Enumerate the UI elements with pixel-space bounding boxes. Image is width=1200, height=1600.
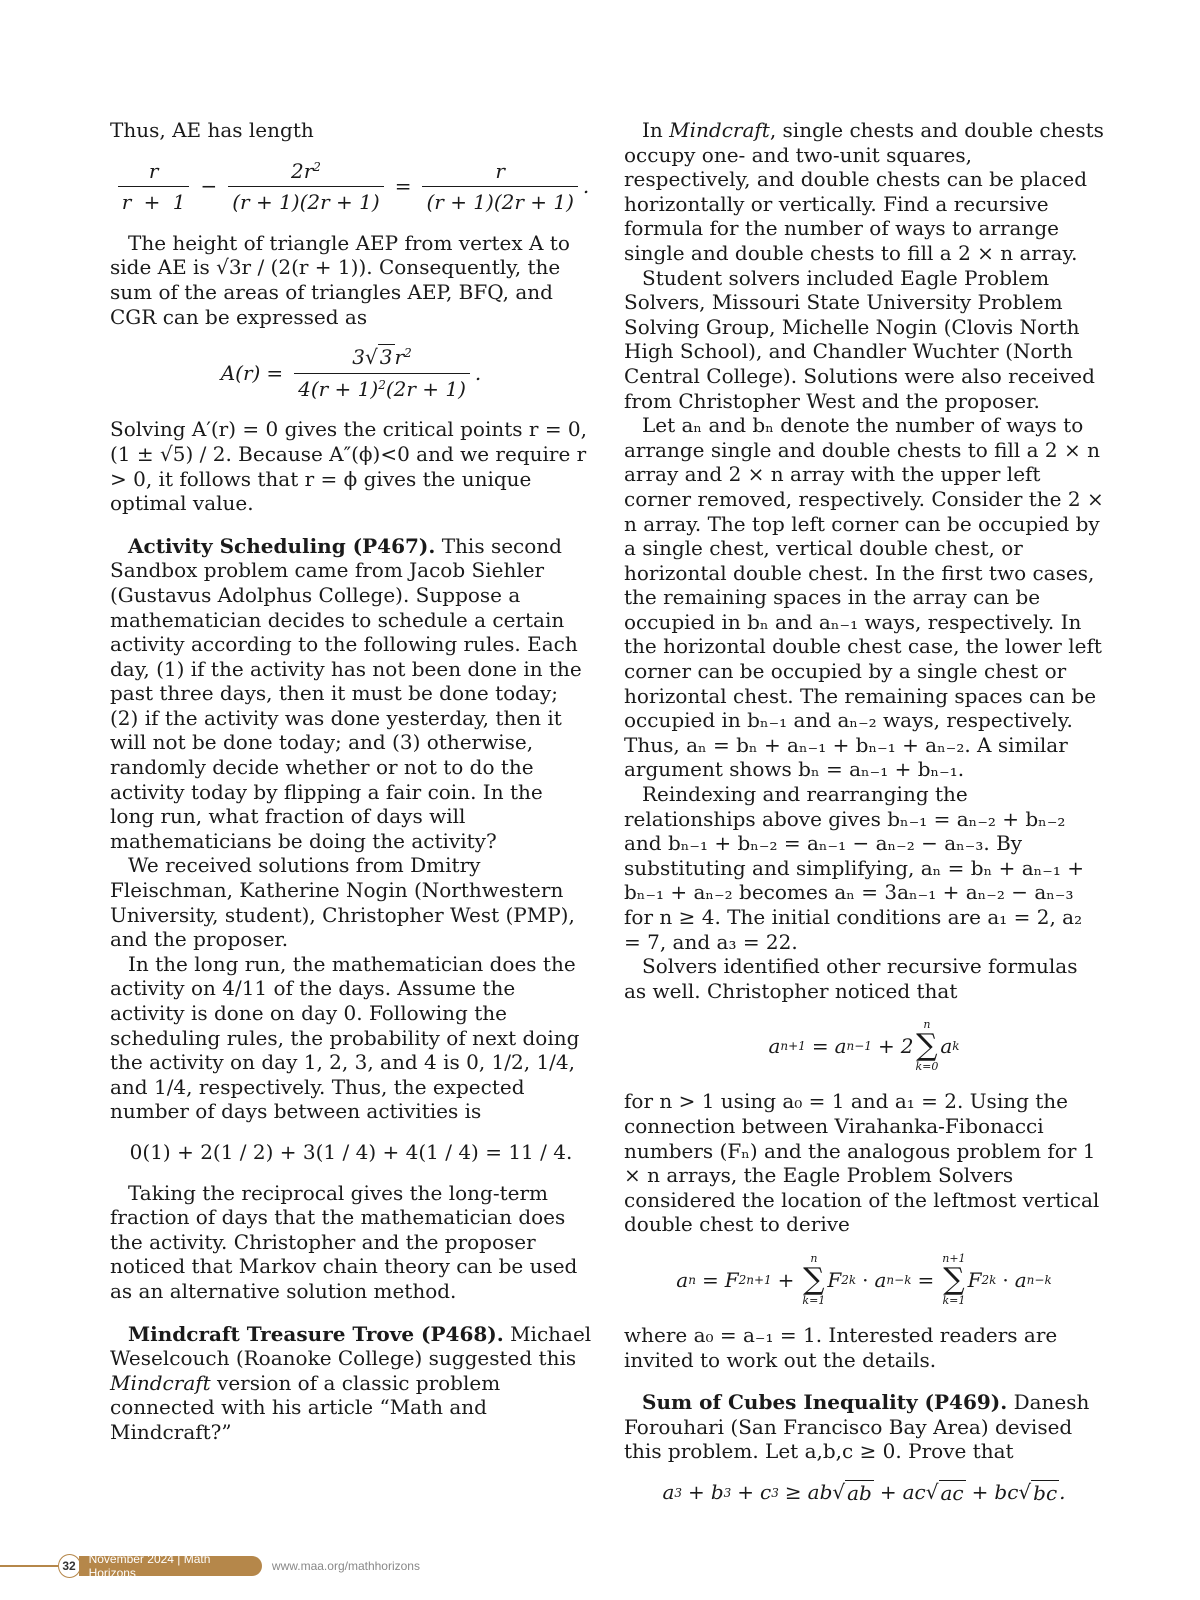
p468-solvers: Student solvers included Eagle Problem Solvers, Missouri State University Problem Solving Group, Michelle Nogin (Clovis North High School), and Chandler Wuchter (North Central College). Solutions were also received from Christopher West and the proposer. bbox=[624, 265, 1095, 413]
p468-body-start: Michael Weselcouch (Roanoke College) suggested this bbox=[110, 1321, 592, 1371]
p467-solvers: We received solutions from Dmitry Fleischman, Katherine Nogin (Northwestern University, student), Christopher West (PMP), and the proposer. bbox=[110, 853, 575, 952]
p468-body-end: version of a classic problem connected with his article “Math and Mindcraft?” bbox=[110, 1370, 501, 1444]
critical-points-paragraph: Solving A′(r) = 0 gives the critical points r = 0,(1 ± √5) / 2. Because A″(ϕ)<0 and we require r > 0, it follows that r = ϕ gives the unique optimal value. bbox=[110, 417, 588, 516]
statement-italic-term: Mindcraft bbox=[669, 118, 770, 142]
statement-start: In bbox=[642, 118, 663, 142]
p468-title: Mindcraft Treasure Trove (P468). bbox=[128, 1321, 504, 1346]
expected-days-equation: 0(1) + 2(1 / 2) + 3(1 / 4) + 4(1 / 4) = 11 / 4. bbox=[129, 1139, 573, 1164]
height-paragraph: The height of triangle AEP from vertex A to side AE is √3r / (2(r + 1)). Consequently, the sum of the areas of triangles AEP, BFQ, and CGR can be expressed as bbox=[110, 230, 570, 329]
issue-label: November 2024 | Math Horizons bbox=[79, 1556, 262, 1576]
p467-conclusion: Taking the reciprocal gives the long-term fraction of days that the mathematician does the activity. Christopher and the proposer noticed that Markov chain theory can be used as an alternative solution method. bbox=[110, 1180, 578, 1303]
page-number: 32 bbox=[58, 1554, 81, 1578]
p467-body: This second Sandbox problem came from Jacob Siehler (Gustavus Adolphus College). Suppose a mathematician decides to schedule a certain activity according to the following rules. Each day, (1) if the activity has not been done in the past three days, then it must be done today; (2) if the activity was done yesterday, then it will not be done today; and (3) otherwise, randomly decide whether or not to do the activity today by flipping a fair coin. In the long run, what fraction of days will mathematicians be doing the activity? bbox=[110, 533, 582, 853]
p467-solution: In the long run, the mathematician does the activity on 4/11 of the days. Assume the activity is done on day 0. Following the scheduling rules, the probability of next doing the activity on day 1, 2, 3, and 4 is 0, 1/2, 1/4, and 1/4, respectively. Thus, the expected number of days between activities is bbox=[110, 951, 580, 1124]
page-footer bbox=[0, 1554, 420, 1578]
sum-recursion-equation: a n+1 = a n−1 + 2 n ∑ k=0 a k bbox=[768, 1018, 960, 1074]
p467-paragraph bbox=[110, 534, 592, 854]
p468-italic-term: Mindcraft bbox=[110, 1370, 211, 1395]
after-fibonacci-paragraph: where a₀ = a₋₁ = 1. Interested readers are invited to work out the details. bbox=[624, 1322, 1058, 1372]
fibonacci-equation: a n = F 2 n+1 + n ∑ k=1 F 2 k · a n−k = n+1 ∑ k=1 F 2 k · a n−k bbox=[676, 1251, 1052, 1307]
p468-solution-3: Solvers identified other recursive formulas as well. Christopher noticed that bbox=[624, 954, 1078, 1003]
p468-solution-1: Let aₙ and bₙ denote the number of ways to arrange single and double chests to fill a 2 × n array and 2 × n array with the upper left corner removed, respectively. Consider the 2 × n array. The top left corner can be occupied by a single chest, vertical double chest, or horizontal double chest. In the first two cases, the remaining spaces in the array can be occupied in bₙ and aₙ₋₁ ways, respectively. In the horizontal double chest case, the lower left corner can be occupied by a single chest or horizontal chest. The remaining spaces can be occupied in bₙ₋₁ and aₙ₋₂ ways, respectively. Thus, aₙ = bₙ + aₙ₋₁ + bₙ₋₁ + aₙ₋₂. A similar argument shows bₙ = aₙ₋₁ + bₙ₋₁. bbox=[624, 413, 1104, 782]
statement-rest: , single chests and double chests occupy one- and two-unit squares, respectively, and double chests can be placed horizontally or vertically. Find a recursive formula for the number of ways to arrange single and double chests to fill a 2 × n array. bbox=[624, 118, 1104, 265]
p469-paragraph bbox=[624, 1390, 1104, 1464]
cubes-inequality: a 3 + b 3 + c 3 ≥ ab√ ab + ac√ ac + bc√ bc . bbox=[662, 1480, 1066, 1505]
p468-paragraph bbox=[110, 1322, 592, 1445]
after-sum-paragraph: for n > 1 using a₀ = 1 and a₁ = 2. Using the connection between Virahanka-Fibonacci numbers (Fₙ) and the analogous problem for 1 × n arrays, the Eagle Problem Solvers considered the location of the leftmost vertical double chest to derive bbox=[624, 1089, 1100, 1237]
p467-title: Activity Scheduling (P467). bbox=[128, 533, 436, 558]
intro-text: Thus, AE has length bbox=[110, 118, 314, 142]
website-link[interactable]: www.maa.org/mathhorizons bbox=[271, 1559, 420, 1573]
left-column bbox=[110, 118, 592, 1445]
p469-body: Danesh Forouhari (San Francisco Bay Area) devised this problem. Let a,b,c ≥ 0. Prove that bbox=[624, 1390, 1090, 1464]
footer-rule bbox=[0, 1565, 58, 1567]
area-equation: A(r) = $\frac{3√ 3 r^2}{4(r + 1)^2(2r + 1)}$ . bbox=[220, 345, 482, 401]
ae-length-equation: $\frac{r}{r + 1}$ − $\frac{2r^2}{(r + 1)(2r + 1)}$ = $\frac{r}{(r + 1)(2r + 1)}$ . bbox=[110, 159, 592, 215]
p468-solution-2: Reindexing and rearranging the relationships above gives bₙ₋₁ = aₙ₋₂ + bₙ₋₂ and bₙ₋₁ + bₙ₋₂ = aₙ₋₁ − aₙ₋₂ − aₙ₋₃. By substituting and simplifying, aₙ = bₙ + aₙ₋₁ + bₙ₋₁ + aₙ₋₂ becomes aₙ = 3aₙ₋₁ + aₙ₋₂ − aₙ₋₃ for n ≥ 4. The initial conditions are a₁ = 2, a₂ = 7, and a₃ = 22. bbox=[624, 782, 1084, 954]
p468-statement bbox=[624, 118, 1104, 266]
p469-title: Sum of Cubes Inequality (P469). bbox=[642, 1390, 1008, 1415]
right-column bbox=[624, 118, 1104, 1522]
